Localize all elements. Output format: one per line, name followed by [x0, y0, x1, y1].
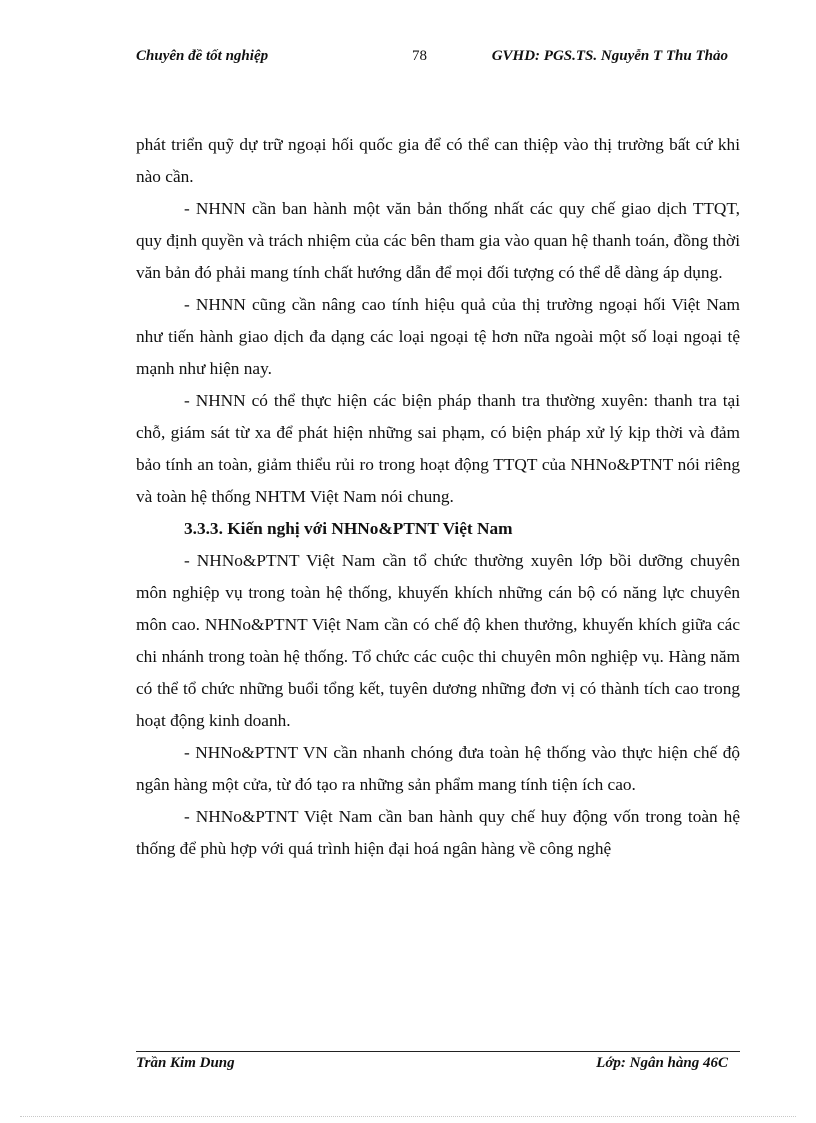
- footer-author: Trần Kim Dung: [136, 1055, 235, 1071]
- page-header: [136, 48, 740, 72]
- footer-divider: [136, 1051, 740, 1052]
- page-footer: [136, 1055, 740, 1079]
- paragraph-agribank-training: - NHNo&PTNT Việt Nam cần tổ chức thường xuyên lớp bồi dưỡng chuyên môn nghiệp vụ trong toàn hệ thống, khuyến khích những cán bộ có năng lực chuyên môn cao. NHNo&PTNT Việt Nam cần có chế độ khen thưởng, khuyến khích giữa các chi nhánh trong toàn hệ thống. Tổ chức các cuộc thi chuyên môn nghiệp vụ. Hàng năm có thể tổ chức những buổi tổng kết, tuyên dương những đơn vị có thành tích cao trong hoạt động kinh doanh.: [136, 551, 740, 730]
- page-body: [136, 129, 740, 865]
- footer-class: Lớp: Ngân hàng 46C: [596, 1055, 728, 1071]
- section-heading: 3.3.3. Kiến nghị với NHNo&PTNT Việt Nam: [184, 519, 513, 538]
- paragraph-nhnn-forex-market: - NHNN cũng cần nâng cao tính hiệu quả của thị trường ngoại hối Việt Nam như tiến hành giao dịch đa dạng các loại ngoại tệ hơn nữa ngoài một số loại ngoại tệ mạnh như hiện nay.: [136, 295, 740, 378]
- paragraph-agribank-capital: - NHNo&PTNT Việt Nam cần ban hành quy chế huy động vốn trong toàn hệ thống để phù hợp với quá trình hiện đại hoá ngân hàng về công nghệ: [136, 807, 740, 858]
- paragraph-nhnn-regulation: - NHNN cần ban hành một văn bản thống nhất các quy chế giao dịch TTQT, quy định quyền và trách nhiệm của các bên tham gia vào quan hệ thanh toán, đồng thời văn bản đó phải mang tính chất hướng dẫn để mọi đối tượng có thể dễ dàng áp dụng.: [136, 199, 740, 282]
- paragraph-continuation: phát triển quỹ dự trữ ngoại hối quốc gia để có thể can thiệp vào thị trường bất cứ khi nào cần.: [136, 135, 740, 186]
- header-document-type: Chuyên đề tốt nghiệp: [136, 48, 269, 64]
- page-edge-divider: [20, 1116, 796, 1117]
- paragraph-agribank-one-stop: - NHNo&PTNT VN cần nhanh chóng đưa toàn hệ thống vào thực hiện chế độ ngân hàng một cửa, từ đó tạo ra những sản phẩm mang tính tiện ích cao.: [136, 743, 740, 794]
- header-advisor: GVHD: PGS.TS. Nguyễn T Thu Thảo: [491, 48, 728, 64]
- paragraph-nhnn-inspection: - NHNN có thể thực hiện các biện pháp thanh tra thường xuyên: thanh tra tại chỗ, giám sát từ xa để phát hiện những sai phạm, có biện pháp xử lý kịp thời và đảm bảo tính an toàn, giảm thiểu rủi ro trong hoạt động TTQT của NHNo&PTNT nói riêng và toàn hệ thống NHTM Việt Nam nói chung.: [136, 391, 740, 506]
- page-number: 78: [412, 48, 427, 64]
